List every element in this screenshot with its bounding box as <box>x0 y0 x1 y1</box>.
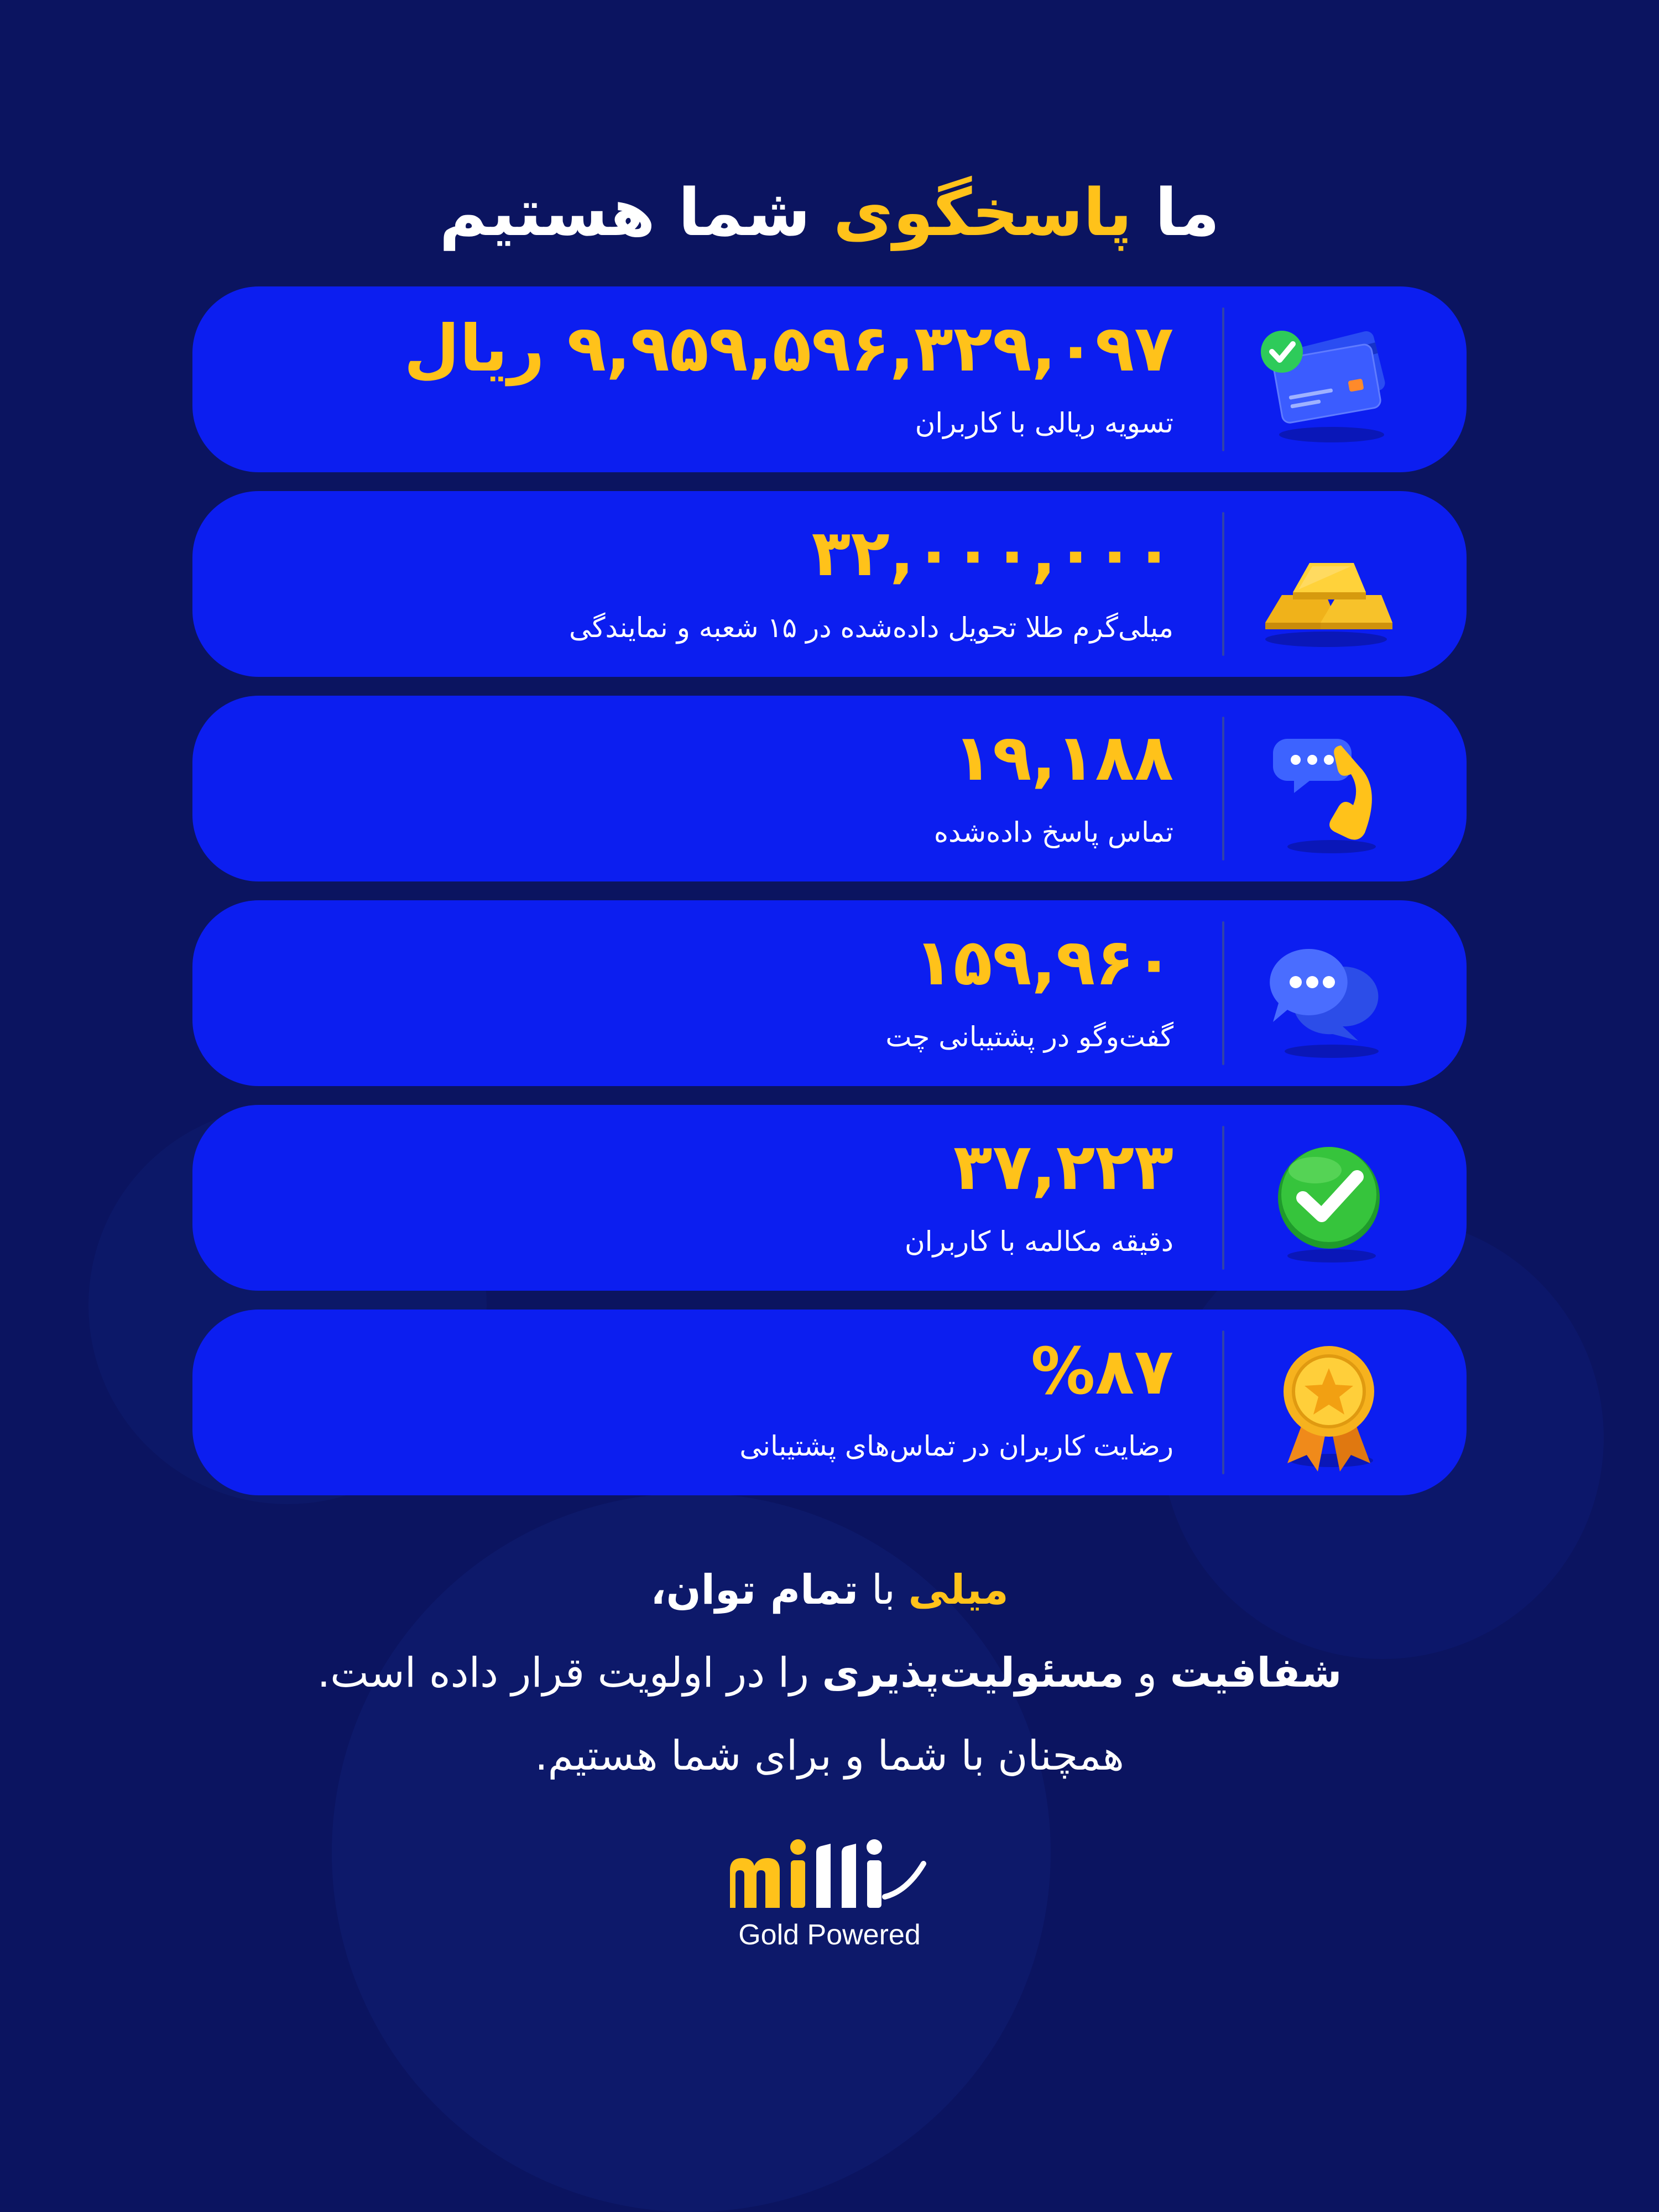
closing-text: را در اولویت قرار داده است. <box>317 1649 822 1697</box>
stat-value: ۱۹,۱۸۸ <box>953 721 1173 795</box>
card-divider <box>1222 1331 1224 1474</box>
medal-icon <box>1243 1319 1409 1485</box>
closing-text: و <box>1124 1649 1170 1697</box>
stat-label: رضایت کاربران در تماس‌های پشتیبانی <box>739 1430 1173 1462</box>
stat-value: %۸۷ <box>1031 1334 1173 1409</box>
card-divider <box>1222 717 1224 860</box>
stats-list <box>192 286 1467 1514</box>
closing-message <box>0 1548 1659 1797</box>
brand-logo <box>686 1836 973 1963</box>
gold-bars-icon <box>1243 501 1409 667</box>
page-title <box>0 171 1659 254</box>
stat-card-calls <box>192 696 1467 881</box>
stat-card-satisfaction <box>192 1310 1467 1495</box>
title-start: ما <box>1132 174 1220 251</box>
stat-label: دقیقه مکالمه با کاربران <box>904 1225 1173 1258</box>
closing-line-3: همچنان با شما و برای شما هستیم. <box>535 1732 1124 1780</box>
phone-chat-icon <box>1243 706 1409 872</box>
card-divider <box>1222 921 1224 1065</box>
brand-name: میلی <box>908 1566 1009 1614</box>
closing-emphasis: مسئولیت‌پذیری <box>822 1649 1124 1697</box>
credit-card-check-icon <box>1243 296 1409 462</box>
stat-card-chats <box>192 900 1467 1086</box>
stat-card-minutes <box>192 1105 1467 1291</box>
closing-line-1 <box>0 1548 1659 1631</box>
title-accent: پاسخگوی <box>833 174 1133 251</box>
stat-value: ۹,۹۵۹,۵۹۶,۳۲۹,۰۹۷ ریال <box>404 311 1173 386</box>
stat-label: میلی‌گرم طلا تحویل داده‌شده در ۱۵ شعبه و نمایندگی <box>569 612 1173 644</box>
closing-emphasis: شفافیت <box>1170 1649 1342 1697</box>
stat-label: تماس پاسخ داده‌شده <box>933 816 1173 848</box>
milli-wordmark <box>719 1836 940 1913</box>
checkmark-circle-icon <box>1243 1115 1409 1281</box>
card-divider <box>1222 1126 1224 1270</box>
closing-emphasis: تمام توان، <box>650 1566 859 1614</box>
chat-bubbles-icon <box>1243 910 1409 1076</box>
closing-text: با <box>858 1566 909 1614</box>
card-divider <box>1222 307 1224 451</box>
stat-card-gold-delivered <box>192 491 1467 677</box>
stat-label: گفت‌وگو در پشتیبانی چت <box>885 1021 1173 1053</box>
title-end: شما هستیم <box>439 174 833 251</box>
stat-value: ۱۵۹,۹۶۰ <box>914 925 1173 1000</box>
logo-tagline: Gold Powered <box>738 1919 921 1951</box>
stat-value: ۳۷,۲۲۳ <box>953 1130 1173 1204</box>
card-divider <box>1222 512 1224 656</box>
closing-line-2 <box>0 1631 1659 1714</box>
stat-card-settlement <box>192 286 1467 472</box>
stat-label: تسویه ریالی با کاربران <box>915 407 1173 439</box>
stat-value: ۳۲,۰۰۰,۰۰۰ <box>811 516 1173 591</box>
